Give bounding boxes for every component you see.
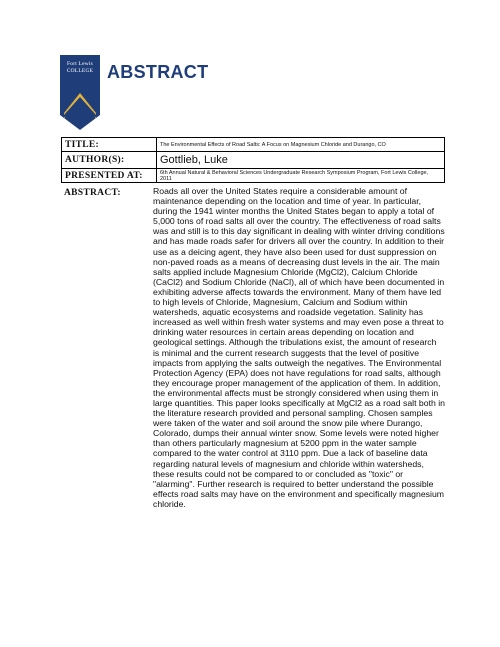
metadata-table	[61, 137, 445, 183]
author-row	[62, 152, 445, 169]
page-heading: ABSTRACT	[107, 62, 209, 82]
college-logo	[60, 55, 100, 130]
logo-line-2: COLLEGE	[66, 67, 94, 74]
presented-row	[62, 169, 445, 183]
abstract-label: ABSTRACT:	[64, 188, 121, 198]
presented-value: 6th Annual Natural & Behavioral Sciences Undergraduate Research Symposium Program, Fort Lewis College, 2011	[157, 169, 445, 183]
author-value: Gottlieb, Luke	[157, 152, 445, 169]
presented-label: PRESENTED AT:	[62, 169, 157, 183]
title-label: TITLE:	[62, 138, 157, 152]
title-value: The Environmental Effects of Road Salts: A Focus on Magnesium Chloride and Durango, CO	[157, 138, 445, 152]
logo-line-1: Fort Lewis	[67, 61, 93, 67]
abstract-body: Roads all over the United States require a considerable amount of maintenance depending on the location and time of year. In particular, during the 1941 winter months the United States began to apply a total of 5,000 tons of road salts all over the country. The effectiveness of road salts was and still is to this day significant in dealing with winter driving conditions and has made roads safer for drivers all over the country. In addition to their use as a deicing agent, they have also been used for dust suppression on non-paved roads as a means of decreasing dust levels in the air. The main salts applied include Magnesium Chloride (MgCl2), Calcium Chloride (CaCl2) and Sodium Chloride (NaCl), all of which have been documented in exhibiting adverse affects towards the environment. Many of them have led to high levels of Chloride, Magnesium, Calcium and Sodium within watersheds, aquatic ecosystems and roadside vegetation. Salinity has increased as well within fresh water systems and may even pose a threat to drinking water resources in certain areas depending on location and geological settings. Although the tribulations exist, the amount of research is minimal and the current research suggests that the level of positive impacts from applying the salts outweigh the negatives. The Environmental Protection Agency (EPA) does not have regulations for road salts, although they encourage proper management of the application of them. In addition, the environmental affects must be strongly considered when using them in large quantities. This paper looks specifically at MgCl2 as a road salt both in the literature research provided and personal sampling. Chosen samples were taken of the water and soil around the snow pile where Durango, Colorado, dumps their annual winter snow. Some levels were noted higher than others particularly magnesium at 5200 ppm in the water sample compared to the water control at 3110 ppm. Due a lack of baseline data regarding natural levels of magnesium and chloride within watersheds, these results could not be compared to or concluded as "toxic" or "alarming". Further research is required to better understand the possible effects road salts may have on the environment and specifically magnesium chloride.	[153, 186, 445, 509]
title-row	[62, 138, 445, 152]
author-label: AUTHOR(S):	[62, 152, 157, 169]
